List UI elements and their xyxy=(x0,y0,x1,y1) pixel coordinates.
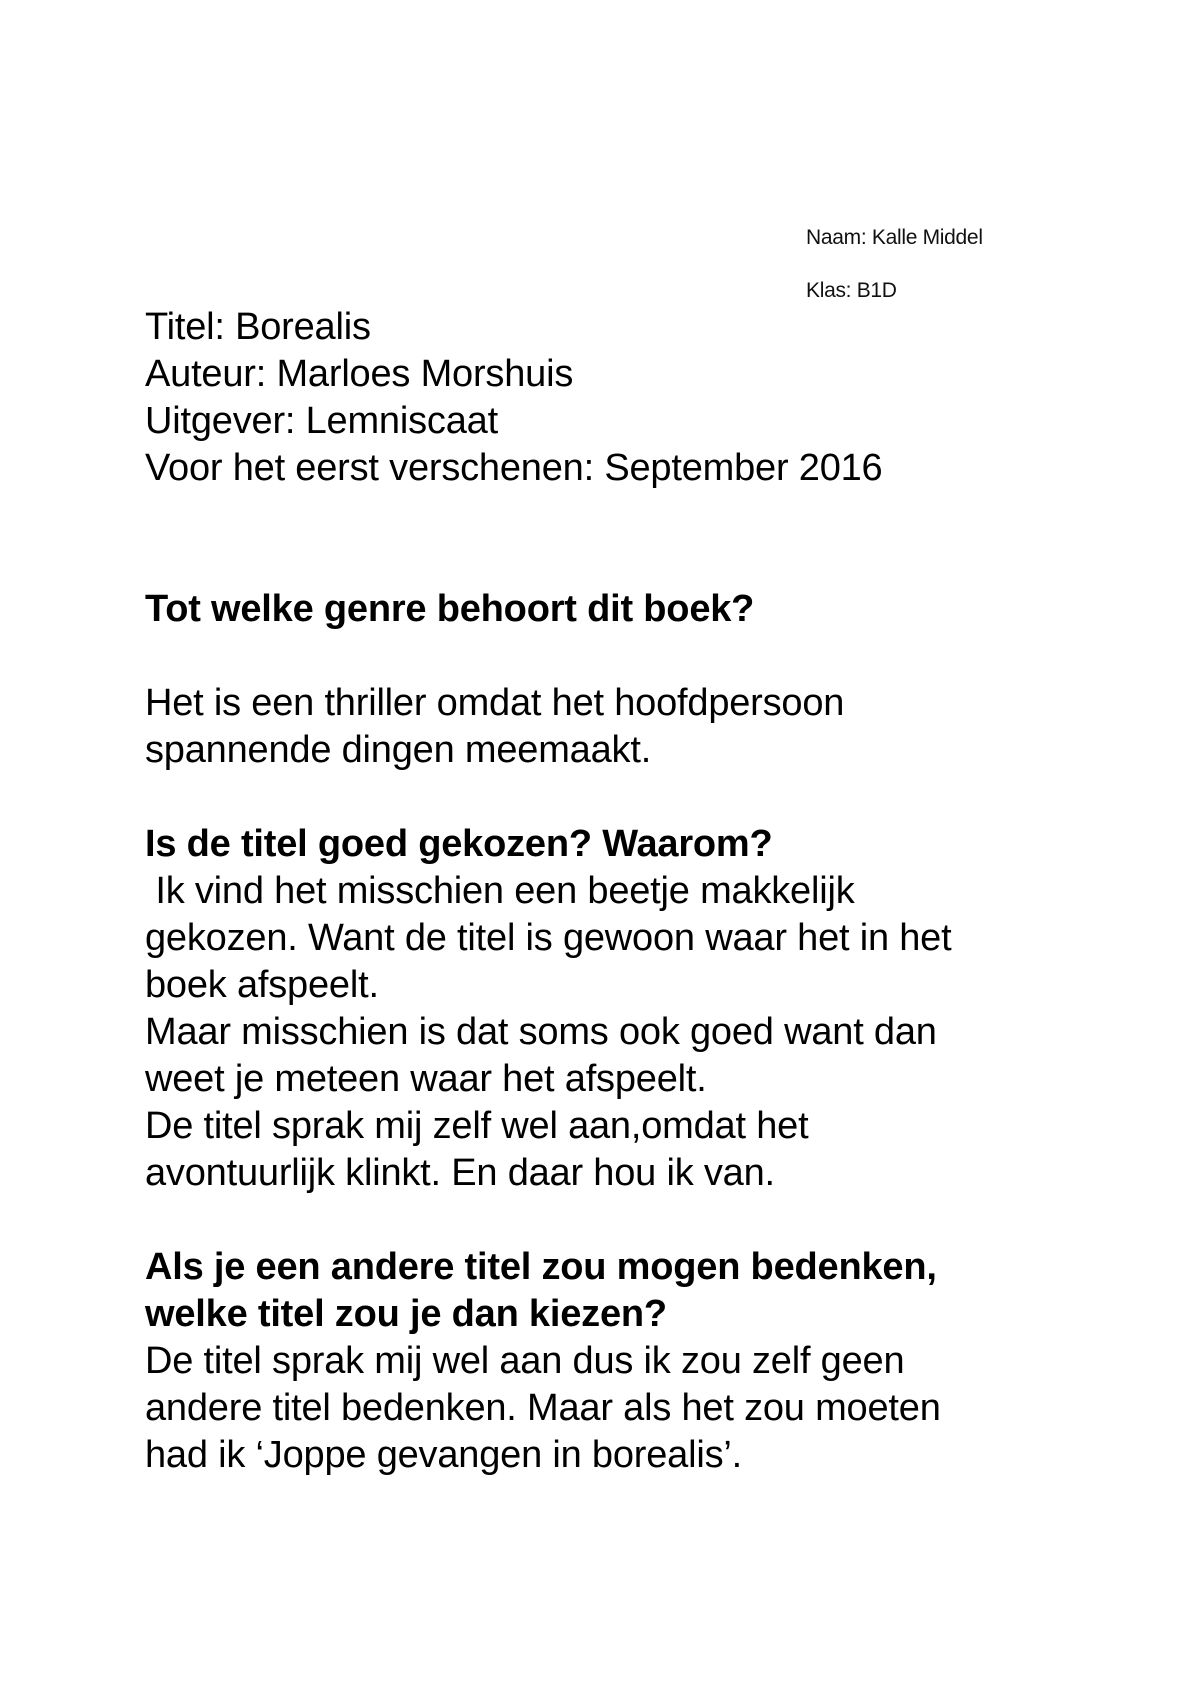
answer-line: avontuurlijk klinkt. En daar hou ik van. xyxy=(145,1152,775,1194)
spacer xyxy=(145,1197,1075,1244)
spacer xyxy=(145,492,1075,586)
answer-line: weet je meteen waar het afspeelt. xyxy=(145,1058,707,1100)
answer-line: gekozen. Want de titel is gewoon waar het in het xyxy=(145,917,952,959)
question-title-choice: Is de titel goed gekozen? Waarom? xyxy=(145,823,773,865)
answer-line: boek afspeelt. xyxy=(145,964,379,1006)
book-first-published: Voor het eerst verschenen: September 2016 xyxy=(145,447,883,489)
answer-line: had ik ‘Joppe gevangen in borealis’. xyxy=(145,1434,742,1476)
answer-line: Maar misschien is dat soms ook goed want dan xyxy=(145,1011,937,1053)
answer-line: De titel sprak mij zelf wel aan,omdat het xyxy=(145,1105,809,1147)
question-alternative-title: Als je een andere titel zou mogen bedenken, xyxy=(145,1246,937,1288)
student-name: Naam: Kalle Middel xyxy=(806,226,983,249)
book-title: Titel: Borealis xyxy=(145,306,371,348)
book-publisher: Uitgever: Lemniscaat xyxy=(145,400,498,442)
student-class: Klas: B1D xyxy=(806,279,897,302)
spacer xyxy=(145,774,1075,821)
answer-line: spannende dingen meemaakt. xyxy=(145,729,652,771)
answer-line: Het is een thriller omdat het hoofdpersoon xyxy=(145,682,845,724)
question-genre: Tot welke genre behoort dit boek? xyxy=(145,588,755,630)
answer-line: andere titel bedenken. Maar als het zou moeten xyxy=(145,1387,941,1429)
answer-line: Ik vind het misschien een beetje makkelijk xyxy=(145,870,855,912)
book-author: Auteur: Marloes Morshuis xyxy=(145,353,574,395)
spacer xyxy=(145,633,1075,680)
document-body xyxy=(145,304,1075,1479)
question-alternative-title-cont: welke titel zou je dan kiezen? xyxy=(145,1293,667,1335)
answer-line: De titel sprak mij wel aan dus ik zou zelf geen xyxy=(145,1340,905,1382)
